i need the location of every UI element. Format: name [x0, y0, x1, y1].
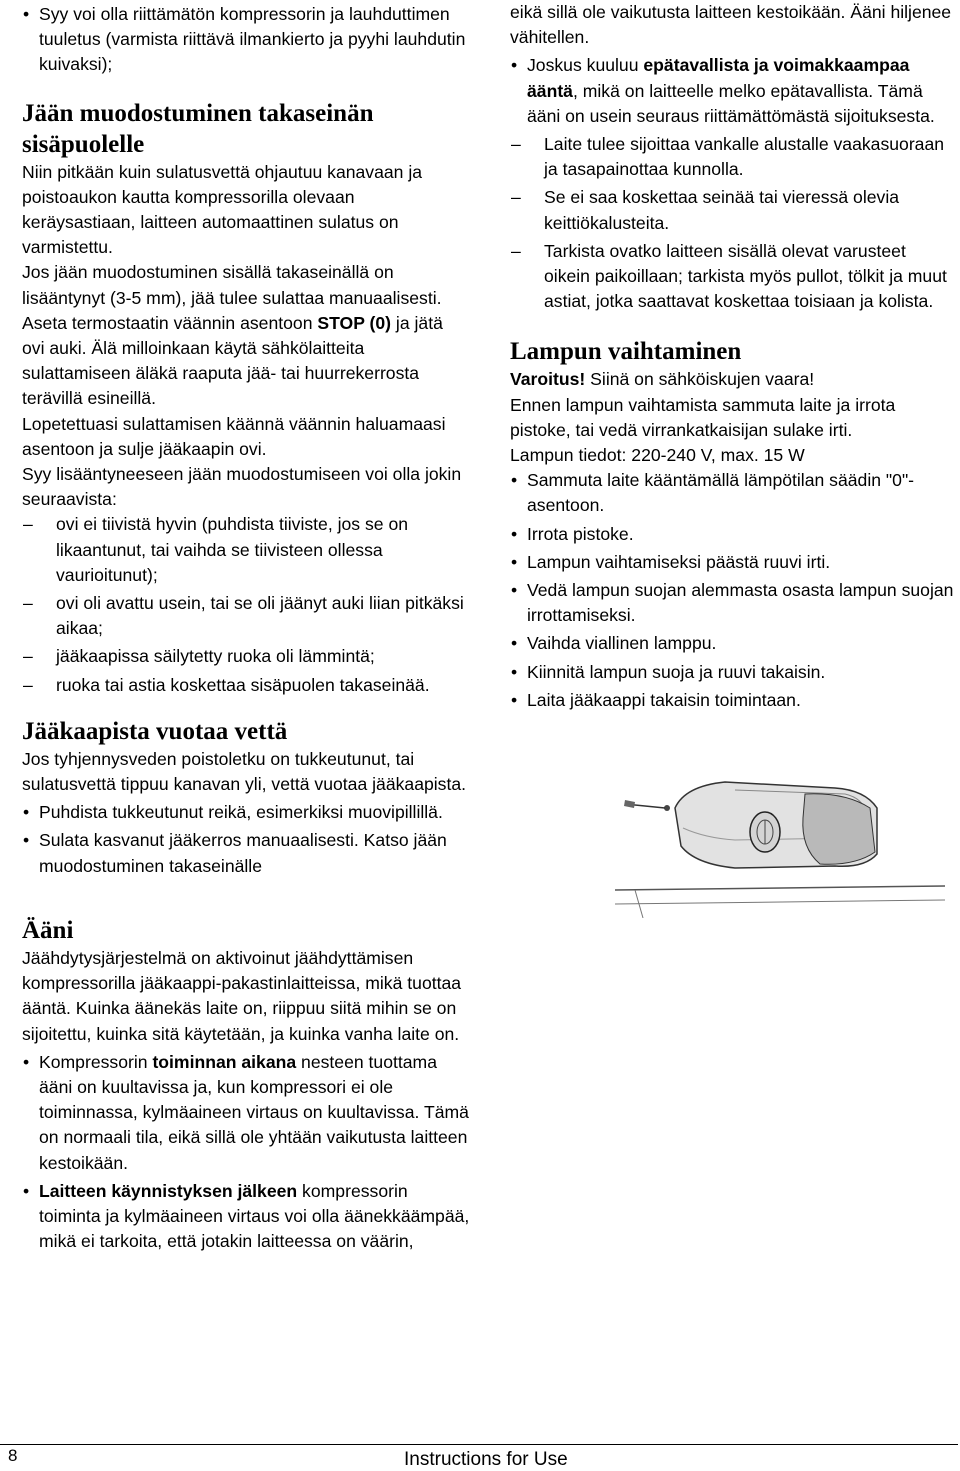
footer-rule	[0, 1444, 958, 1445]
list-item: • Sammuta laite kääntämällä lämpötilan säädin "0"-asentoon.	[510, 468, 955, 518]
list-item: • Joskus kuuluu epätavallista ja voimakkaampaa ääntä, mikä on laitteelle melko epätavallista. Tämä ääni on usein seuraus riittämättömästä sijoituksesta.	[510, 53, 955, 129]
list-item: • Irrota pistoke.	[510, 522, 955, 547]
list-item: – Tarkista ovatko laitteen sisällä olevat varusteet oikein paikoillaan; tarkista myös pullot, tölkit ja muut astiat, jotka saattavat koskettaa toisiaan ja kolista.	[510, 239, 955, 315]
footer-text: Instructions for Use	[404, 1449, 568, 1470]
list-item: – jääkaapissa säilytetty ruoka oli lämmintä;	[22, 644, 470, 669]
page-number: 8	[8, 1446, 18, 1465]
noise-list	[22, 1050, 470, 1255]
noise-continued-list	[510, 53, 955, 129]
lamp-cover-illustration	[615, 768, 945, 918]
list-item: • Vaihda viallinen lamppu.	[510, 631, 955, 656]
list-item: • Lampun vaihtamiseksi päästä ruuvi irti.	[510, 550, 955, 575]
leak-paragraph: Jos tyhjennysveden poistoletku on tukkeutunut, tai sulatusvettä tippuu kanavan yli, vettä vuotaa jääkaapista.	[22, 748, 467, 795]
leak-list	[22, 800, 470, 879]
list-item: • Laitteen käynnistyksen jälkeen kompressorin toiminta ja kylmäaineen virtaus voi olla äänekkäämpää, mikä ei tarkoita, että jotakin laitteessa on väärin,	[22, 1179, 470, 1255]
intro-list	[22, 2, 470, 78]
list-item: • Puhdista tukkeutunut reikä, esimerkiksi muovipillillä.	[22, 800, 470, 825]
right-column	[510, 0, 955, 713]
placement-list	[510, 132, 955, 314]
lamp-paragraph-1: Ennen lampun vaihtamista sammuta laite ja irrota pistoke, tai vedä virrankatkaisijan sulake irti.	[510, 394, 896, 440]
noise-paragraph: Jäähdytysjärjestelmä on aktivoinut jäähdyttämisen kompressorilla jääkaappi-pakastinlaitteissa, mikä tuottaa ääntä. Kuinka äänekäs laite on, riippuu siitä mihin se on sijoitettu, kuinka sitä käytetään, ja kuinka vanha laite on.	[22, 947, 462, 1044]
ice-paragraph-2: Jos jään muodostuminen sisällä takaseinällä on lisääntynyt (3-5 mm), jää tulee sulattaa manuaalisesti.	[22, 262, 442, 308]
list-item: • Syy voi olla riittämätön kompressorin ja lauhduttimen tuuletus (varmista riittävä ilmankierto ja pyyhi lauhdutin kuivaksi);	[22, 2, 470, 78]
lamp-warning: Varoitus! Siinä on sähköiskujen vaara!	[510, 369, 815, 390]
ice-heading: Jään muodostuminen takaseinän sisäpuolelle	[22, 99, 374, 158]
left-column	[22, 0, 470, 1254]
list-item: • Kiinnitä lampun suoja ja ruuvi takaisin.	[510, 660, 955, 685]
list-item: • Vedä lampun suojan alemmasta osasta lampun suojan irrottamiseksi.	[510, 578, 955, 628]
list-item: – Laite tulee sijoittaa vankalle alustalle vaakasuoraan ja tasapainottaa kunnolla.	[510, 132, 955, 182]
list-item: – ovi oli avattu usein, tai se oli jäänyt auki liian pitkäksi aikaa;	[22, 591, 470, 641]
lamp-specs: Lampun tiedot: 220-240 V, max. 15 W	[510, 445, 805, 466]
lamp-heading: Lampun vaihtaminen	[510, 338, 742, 366]
ice-paragraph-4: Lopetettuasi sulattamisen käännä väännin haluamaasi asentoon ja sulje jääkaapin ovi.	[22, 413, 446, 459]
noise-heading: Ääni	[22, 916, 74, 944]
ice-causes-list	[22, 512, 470, 697]
list-item: – Se ei saa koskettaa seinää tai vieressä olevia keittiökalusteita.	[510, 185, 955, 235]
noise-continued-paragraph: eikä sillä ole vaikutusta laitteen kestoikään. Ääni hiljenee vähitellen.	[510, 2, 952, 48]
list-item: • Sulata kasvanut jääkerros manuaalisesti. Katso jään muodostuminen takaseinälle	[22, 828, 470, 878]
list-item: – ovi ei tiivistä hyvin (puhdista tiiviste, jos se on likaantunut, tai vaihda se tiivisteen ollessa vaurioitunut);	[22, 512, 470, 588]
lamp-steps-list	[510, 468, 955, 713]
leak-heading: Jääkaapista vuotaa vettä	[22, 717, 288, 745]
list-item: • Laita jääkaappi takaisin toimintaan.	[510, 688, 955, 713]
ice-paragraph-5: Syy lisääntyneeseen jään muodostumiseen voi olla jokin seuraavista:	[22, 464, 462, 510]
list-item: – ruoka tai astia koskettaa sisäpuolen takaseinää.	[22, 673, 470, 698]
ice-paragraph-1: Niin pitkään kuin sulatusvettä ohjautuu kanavaan ja poistoaukon kautta kompressorilla olevaan keräysastiaan, laitteen automaattinen sulatus on varmistettu.	[22, 161, 423, 258]
ice-paragraph-3: Aseta termostaatin väännin asentoon STOP (0) ja jätä ovi auki. Älä milloinkaan käytä sähkölaitteita sulattamiseen äläkä raaputa jää- tai huurrekerrosta terävillä esineillä.	[22, 312, 443, 409]
list-item: • Kompressorin toiminnan aikana nesteen tuottama ääni on kuultavissa ja, kun kompressori ei ole toiminnassa, kylmäaineen virtaus on kuultavissa. Tämä on normaali tila, eikä sillä ole yhtään vaikutusta laitteen kestoikään.	[22, 1050, 470, 1176]
